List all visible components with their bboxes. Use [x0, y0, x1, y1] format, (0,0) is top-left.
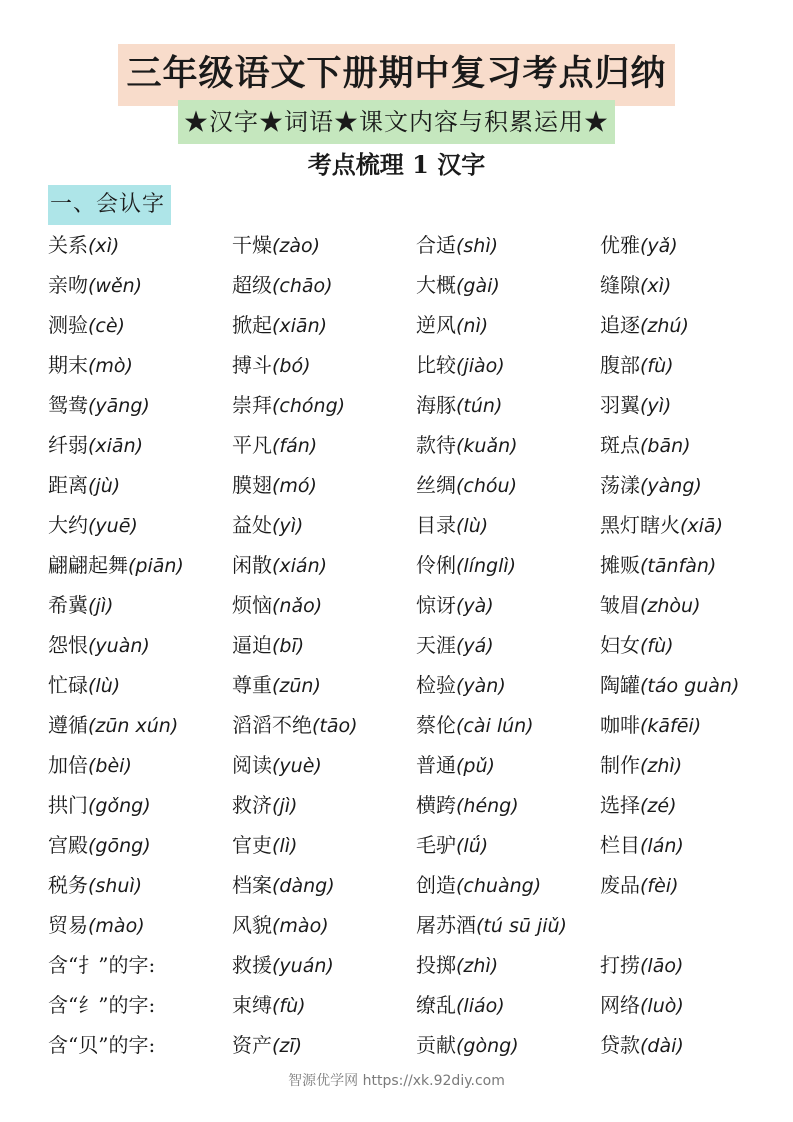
vocab-cell: 闲散(xián): [232, 552, 328, 577]
vocab-cell: 阅读(yuè): [232, 752, 322, 777]
vocab-cell: 加倍(bèi): [48, 752, 132, 777]
section-heading: 一、会认字: [48, 185, 171, 225]
vocab-cell: 网络(luò): [600, 992, 684, 1017]
vocab-cell: 遵循(zūn xún): [48, 712, 179, 737]
vocab-cell: 横跨(héng): [416, 792, 519, 817]
vocab-cell: 伶俐(línglì): [416, 552, 517, 577]
vocab-cell: 含“纟”的字:: [48, 993, 156, 1017]
page-subtitle: ★汉字★词语★课文内容与积累运用★: [178, 100, 615, 144]
vocab-cell: 屠苏酒(tú sū jiǔ): [416, 912, 567, 937]
vocab-cell: 距离(jù): [48, 472, 121, 497]
vocab-cell: 款待(kuǎn): [416, 432, 518, 457]
vocab-cell: 追逐(zhú): [600, 312, 689, 337]
vocab-cell: 制作(zhì): [600, 752, 683, 777]
vocab-row: [48, 505, 788, 545]
page-title: 三年级语文下册期中复习考点归纳: [118, 44, 674, 106]
vocab-cell: 含“扌”的字:: [48, 953, 156, 977]
vocab-cell: 怨恨(yuàn): [48, 632, 150, 657]
vocab-cell: 妇女(fù): [600, 632, 674, 657]
vocab-cell: 贡献(gòng): [416, 1032, 519, 1057]
vocab-cell: 陶罐(táo guàn): [600, 672, 740, 697]
title-container: [0, 44, 793, 106]
vocab-cell: 选择(zé): [600, 792, 677, 817]
vocab-cell: 亲吻(wěn): [48, 272, 143, 297]
vocab-cell: 合适(shì): [416, 232, 499, 257]
vocab-cell: 档案(dàng): [232, 872, 335, 897]
vocab-cell: 宫殿(gōng): [48, 832, 151, 857]
vocab-cell: 束缚(fù): [232, 992, 306, 1017]
vocab-cell: 翩翩起舞(piān): [48, 552, 184, 577]
vocab-row: [48, 785, 788, 825]
vocab-cell: 掀起(xiān): [232, 312, 328, 337]
vocab-cell: 斑点(bān): [600, 432, 691, 457]
vocab-cell: 官吏(lì): [232, 832, 298, 857]
vocab-row: [48, 425, 788, 465]
vocab-cell: 鸳鸯(yāng): [48, 392, 150, 417]
vocab-cell: 膜翅(mó): [232, 472, 317, 497]
vocab-row: [48, 825, 788, 865]
vocab-cell: 烦恼(nǎo): [232, 592, 323, 617]
vocab-cell: 打捞(lāo): [600, 952, 684, 977]
vocab-cell: 滔滔不绝(tāo): [232, 712, 358, 737]
vocab-row: [48, 385, 788, 425]
vocab-cell: 皱眉(zhòu): [600, 592, 701, 617]
vocab-row: [48, 665, 788, 705]
vocab-row: [48, 225, 788, 265]
section-title: 考点梳理 1 汉字: [307, 150, 486, 179]
vocab-cell: 毛驴(lǘ): [416, 832, 489, 857]
vocab-cell: 逆风(nì): [416, 312, 489, 337]
vocab-cell: 检验(yàn): [416, 672, 506, 697]
vocab-row: [48, 865, 788, 905]
vocab-cell: 干燥(zào): [232, 232, 321, 257]
vocab-cell: 救援(yuán): [232, 952, 334, 977]
vocab-row: [48, 465, 788, 505]
vocab-row: [48, 985, 788, 1025]
vocab-cell: 贸易(mào): [48, 912, 145, 937]
vocab-cell: 羽翼(yì): [600, 392, 672, 417]
vocab-cell: 创造(chuàng): [416, 872, 542, 897]
vocab-cell: 希冀(jì): [48, 592, 114, 617]
vocab-cell: 纤弱(xiān): [48, 432, 144, 457]
vocab-row: [48, 1025, 788, 1065]
vocab-cell: 平凡(fán): [232, 432, 318, 457]
vocab-cell: 荡漾(yàng): [600, 472, 702, 497]
vocab-cell: 普通(pǔ): [416, 752, 495, 777]
vocab-cell: 含“贝”的字:: [48, 1033, 156, 1057]
subtitle-container: [0, 100, 793, 144]
vocab-cell: 黑灯瞎火(xiā): [600, 512, 723, 537]
vocab-cell: 目录(lù): [416, 512, 489, 537]
vocab-cell: 优雅(yǎ): [600, 232, 678, 257]
vocab-cell: 缝隙(xì): [600, 272, 672, 297]
vocab-cell: 崇拜(chóng): [232, 392, 346, 417]
vocab-cell: 测验(cè): [48, 312, 125, 337]
vocab-cell: 惊讶(yà): [416, 592, 494, 617]
vocab-row: [48, 625, 788, 665]
vocab-row: [48, 305, 788, 345]
vocab-cell: 风貌(mào): [232, 912, 329, 937]
vocab-cell: 天涯(yá): [416, 632, 494, 657]
vocab-cell: 税务(shuì): [48, 872, 143, 897]
vocab-cell: 缭乱(liáo): [416, 992, 505, 1017]
vocab-cell: 摊贩(tānfàn): [600, 552, 717, 577]
vocab-cell: 拱门(gǒng): [48, 792, 151, 817]
vocab-cell: 搏斗(bó): [232, 352, 311, 377]
vocab-cell: 逼迫(bī): [232, 632, 305, 657]
vocab-cell: 救济(jì): [232, 792, 298, 817]
vocab-cell: 大约(yuē): [48, 512, 138, 537]
vocab-cell: 废品(fèi): [600, 872, 679, 897]
vocab-row: [48, 585, 788, 625]
vocab-cell: 大概(gài): [416, 272, 500, 297]
vocab-cell: 腹部(fù): [600, 352, 674, 377]
vocab-cell: 忙碌(lù): [48, 672, 121, 697]
vocab-cell: 益处(yì): [232, 512, 304, 537]
vocab-cell: 超级(chāo): [232, 272, 333, 297]
vocab-cell: 关系(xì): [48, 232, 120, 257]
vocab-cell: 比较(jiào): [416, 352, 505, 377]
vocab-row: [48, 905, 788, 945]
vocab-cell: 尊重(zūn): [232, 672, 321, 697]
vocab-cell: 咖啡(kāfēi): [600, 712, 702, 737]
vocab-cell: 资产(zī): [232, 1032, 303, 1057]
vocab-cell: 贷款(dài): [600, 1032, 684, 1057]
vocab-row: [48, 545, 788, 585]
vocab-row: [48, 705, 788, 745]
vocab-row: [48, 945, 788, 985]
vocab-cell: 投掷(zhì): [416, 952, 499, 977]
footer-watermark: 智源优学网 https://xk.92diy.com: [288, 1073, 505, 1089]
vocab-row: [48, 265, 788, 305]
vocabulary-grid: [48, 225, 788, 1065]
vocab-cell: 蔡伦(cài lún): [416, 712, 534, 737]
vocab-cell: 丝绸(chóu): [416, 472, 517, 497]
vocab-cell: 栏目(lán): [600, 832, 684, 857]
vocab-row: [48, 745, 788, 785]
vocab-cell: 海豚(tún): [416, 392, 503, 417]
vocab-row: [48, 345, 788, 385]
vocab-cell: 期末(mò): [48, 352, 133, 377]
